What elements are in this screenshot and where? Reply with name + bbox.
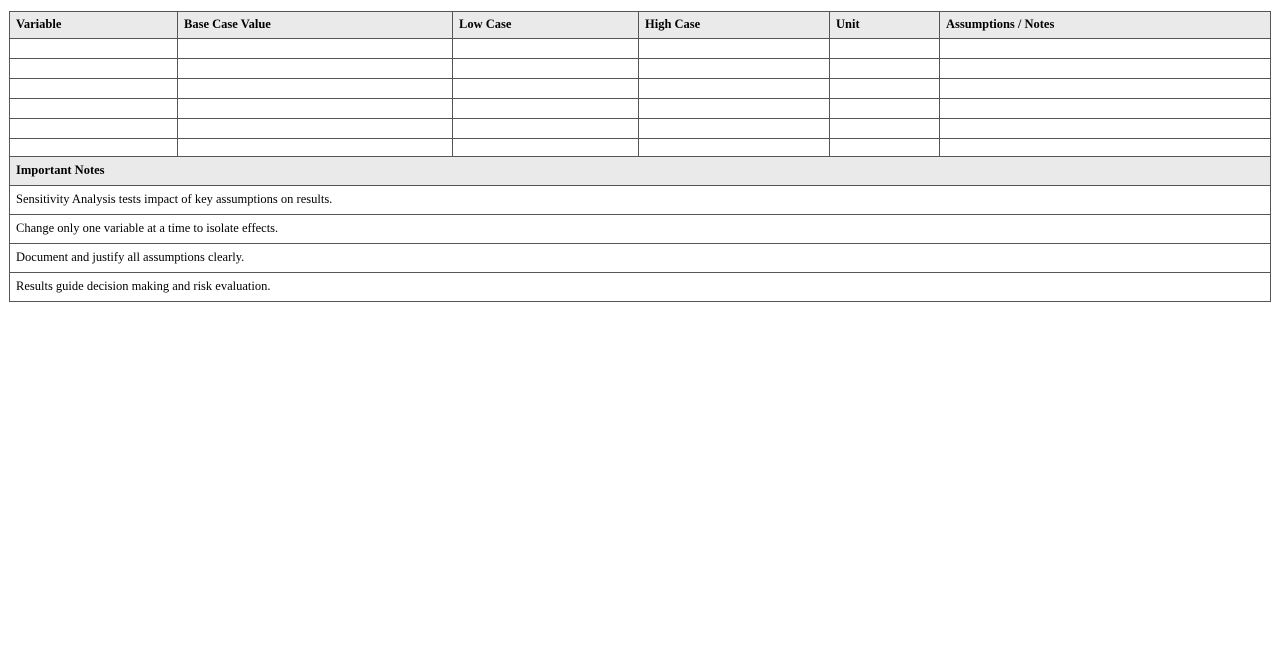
- column-header-unit: Unit: [830, 12, 940, 39]
- table-row[interactable]: [10, 99, 1271, 119]
- note-text: Document and justify all assumptions clearly.: [10, 244, 1271, 273]
- variables-table-body: [10, 39, 1271, 159]
- cell-low-case[interactable]: [453, 99, 639, 119]
- cell-unit[interactable]: [830, 59, 940, 79]
- column-header-variable: Variable: [10, 12, 178, 39]
- cell-base-case-value[interactable]: [178, 119, 453, 139]
- column-header-assumptions-notes: Assumptions / Notes: [940, 12, 1271, 39]
- cell-assumptions-notes[interactable]: [940, 79, 1271, 99]
- note-text: Results guide decision making and risk evaluation.: [10, 273, 1271, 302]
- cell-base-case-value[interactable]: [178, 39, 453, 59]
- note-text: Sensitivity Analysis tests impact of key assumptions on results.: [10, 186, 1271, 215]
- column-header-important-notes: Important Notes: [10, 157, 1271, 186]
- list-item: [10, 273, 1271, 302]
- cell-variable[interactable]: [10, 119, 178, 139]
- important-notes-table: [9, 156, 1271, 302]
- cell-low-case[interactable]: [453, 59, 639, 79]
- cell-low-case[interactable]: [453, 119, 639, 139]
- cell-assumptions-notes[interactable]: [940, 99, 1271, 119]
- cell-base-case-value[interactable]: [178, 79, 453, 99]
- column-header-high-case: High Case: [639, 12, 830, 39]
- notes-table-body: [10, 186, 1271, 302]
- variables-table-header: [10, 12, 1271, 39]
- cell-variable[interactable]: [10, 39, 178, 59]
- cell-variable[interactable]: [10, 99, 178, 119]
- table-row[interactable]: [10, 39, 1271, 59]
- cell-low-case[interactable]: [453, 79, 639, 99]
- cell-base-case-value[interactable]: [178, 99, 453, 119]
- table-header-row: [10, 12, 1271, 39]
- cell-assumptions-notes[interactable]: [940, 119, 1271, 139]
- cell-high-case[interactable]: [639, 99, 830, 119]
- cell-unit[interactable]: [830, 39, 940, 59]
- cell-assumptions-notes[interactable]: [940, 59, 1271, 79]
- table-row[interactable]: [10, 119, 1271, 139]
- list-item: [10, 244, 1271, 273]
- notes-table-header: [10, 157, 1271, 186]
- cell-high-case[interactable]: [639, 59, 830, 79]
- sensitivity-variables-table: [9, 11, 1271, 159]
- cell-high-case[interactable]: [639, 79, 830, 99]
- cell-unit[interactable]: [830, 99, 940, 119]
- cell-high-case[interactable]: [639, 39, 830, 59]
- cell-unit[interactable]: [830, 119, 940, 139]
- cell-variable[interactable]: [10, 59, 178, 79]
- list-item: [10, 215, 1271, 244]
- column-header-low-case: Low Case: [453, 12, 639, 39]
- cell-low-case[interactable]: [453, 39, 639, 59]
- cell-unit[interactable]: [830, 79, 940, 99]
- table-row[interactable]: [10, 59, 1271, 79]
- table-row[interactable]: [10, 79, 1271, 99]
- cell-variable[interactable]: [10, 79, 178, 99]
- table-header-row: [10, 157, 1271, 186]
- list-item: [10, 186, 1271, 215]
- note-text: Change only one variable at a time to isolate effects.: [10, 215, 1271, 244]
- cell-base-case-value[interactable]: [178, 59, 453, 79]
- cell-high-case[interactable]: [639, 119, 830, 139]
- column-header-base-case-value: Base Case Value: [178, 12, 453, 39]
- cell-assumptions-notes[interactable]: [940, 39, 1271, 59]
